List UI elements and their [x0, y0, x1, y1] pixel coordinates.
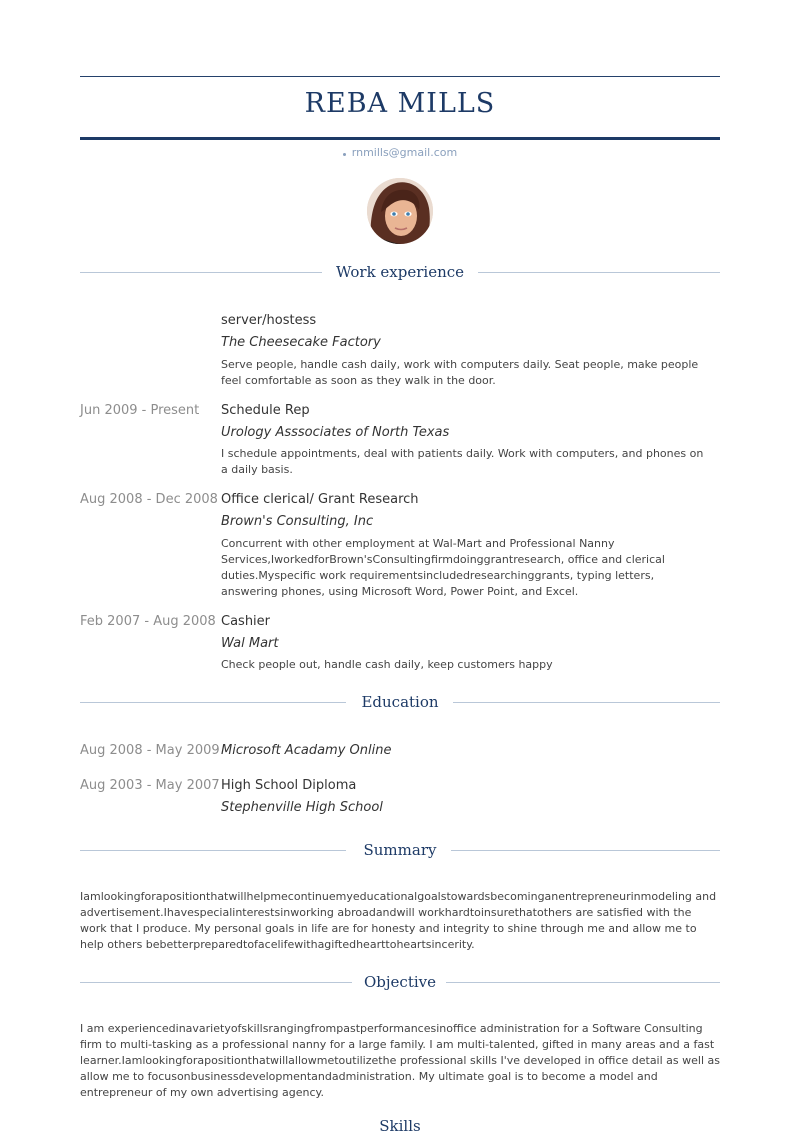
avatar — [367, 178, 433, 244]
header-top-rule — [80, 76, 720, 77]
work-role: Schedule Rep — [221, 403, 310, 418]
contact-line — [80, 146, 720, 159]
work-employer: Wal Mart — [221, 636, 279, 651]
avatar-photo — [367, 178, 433, 244]
work-employer: Urology Asssociates of North Texas — [221, 425, 450, 440]
work-role: Office clerical/ Grant Research — [221, 492, 419, 507]
header-bottom-rule — [80, 137, 720, 140]
candidate-name: REBA MILLS — [304, 88, 496, 119]
section-title: Work experience — [335, 263, 465, 281]
work-date: Aug 2008 - Dec 2008 — [80, 492, 218, 507]
work-employer: Brown's Consulting, Inc — [221, 514, 374, 529]
education-school: Microsoft Acadamy Online — [221, 743, 392, 758]
objective-text: I am experiencedinavarietyofskillsrangingfrompastperformancesinoffice administration for a Software Consulting firm to multi-tasking as a professional nanny for a large family. I am multi-talented, gifted in many areas and a fast learner.Iamlookingforapositionthatwillallowmetoutilizethe professional skills I've developed in office detail as well as allow me to focusonbusinessdevelopmentandadministration. My ultimate goal is to become a model and entrepreneur of my own advertising agency. — [80, 1022, 720, 1099]
work-description: Serve people, handle cash daily, work with computers daily. Seat people, make people feel comfortable as soon as they walk in the door. — [221, 358, 699, 387]
education-heading — [80, 692, 720, 712]
work-date: Feb 2007 - Aug 2008 — [80, 614, 216, 629]
section-title: Objective — [363, 973, 436, 991]
skills-heading — [80, 1116, 720, 1136]
email-link[interactable]: rnmills@gmail.com — [351, 146, 458, 159]
education-degree: High School Diploma — [221, 778, 357, 793]
education-date: Aug 2003 - May 2007 — [80, 778, 220, 793]
work-employer: The Cheesecake Factory — [221, 335, 381, 350]
work-role: Cashier — [221, 614, 271, 629]
section-title: Summary — [363, 841, 437, 859]
work-description: I schedule appointments, deal with patients daily. Work with computers, and phones on a daily basis. — [221, 447, 704, 476]
work-role: server/hostess — [221, 313, 317, 328]
work-description: Check people out, handle cash daily, keep customers happy — [221, 658, 553, 671]
education-school: Stephenville High School — [221, 800, 383, 815]
work-experience-heading — [80, 262, 720, 282]
education-date: Aug 2008 - May 2009 — [80, 743, 220, 758]
summary-text: Iamlookingforapositionthatwillhelpmecontinuemyeducationalgoalstowardsbecominganentrepreneurinmodeling and advertisement.Ihavespecialinterestsinworking abroadandwill workhardtoinsurethatothers are satisfied with the work that I produce. My personal goals in life are for honesty and integrity to shine through me and allow me to help others bebetterpreparedtofacelifewithagiftedhearttoheartsincerity. — [80, 890, 717, 951]
work-date: Jun 2009 - Present — [80, 403, 200, 418]
objective-heading — [80, 972, 720, 992]
bullet-icon — [343, 153, 346, 156]
work-description: Concurrent with other employment at Wal-Mart and Professional Nanny Services,IworkedforBrown'sConsultingfirmdoinggrantresearch, office and clerical duties.Myspecific work requirementsincludedresearchinggrants, typing letters, answering phones, using Microsoft Word, Power Point, and Excel. — [221, 537, 665, 598]
section-title: Skills — [379, 1117, 421, 1135]
section-title: Education — [361, 693, 439, 711]
summary-heading — [80, 840, 720, 860]
